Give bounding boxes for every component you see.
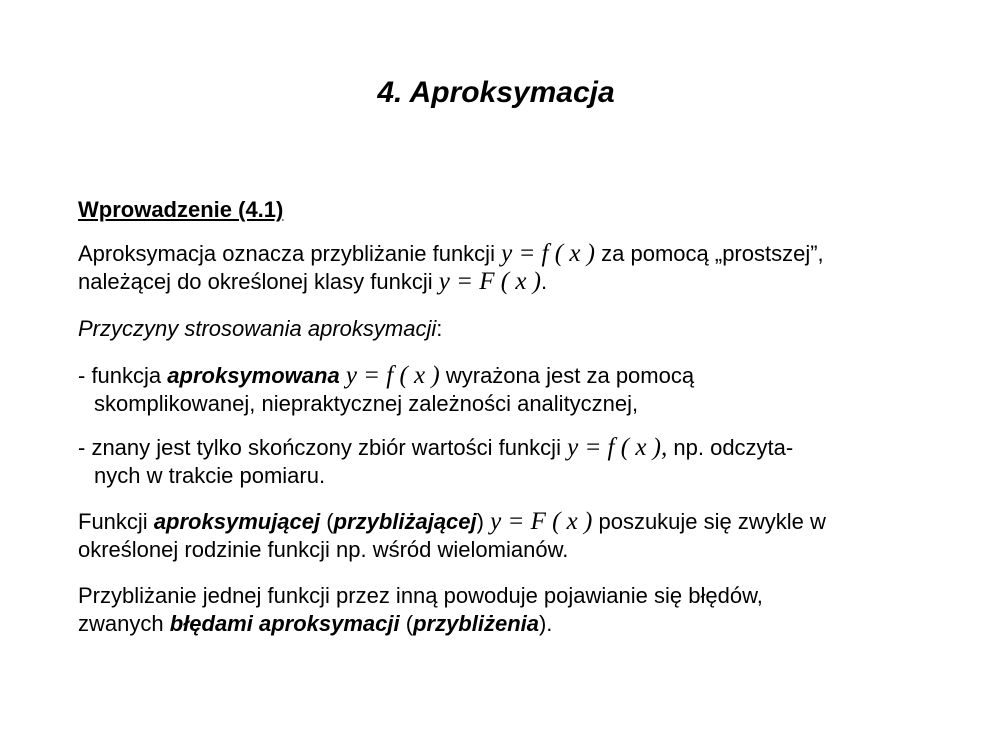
bullet-2-line-2	[94, 463, 325, 489]
bullet-1-line-1	[78, 363, 694, 389]
section-heading	[78, 197, 283, 223]
formula-y-F-x: y = F ( x )	[438, 268, 541, 295]
paragraph-3-line-1	[78, 583, 763, 609]
p3-term-1: błędami aproksymacji	[169, 611, 400, 636]
section-heading-text: Wprowadzenie (4.1)	[78, 197, 284, 222]
p2-text-a: Funkcji	[78, 509, 148, 534]
reasons-heading-colon: :	[436, 316, 443, 341]
bullet2-text-c: nych w trakcie pomiaru.	[94, 463, 326, 488]
formula-y-F-x: y = F ( x )	[490, 508, 593, 535]
paragraph-1-line-2	[78, 269, 547, 295]
bullet2-text-b: np. odczyta-	[673, 435, 794, 460]
p2-paren-open: (	[326, 509, 334, 534]
p2-text-g: określonej rodzinie funkcji np. wśród wielomianów.	[78, 537, 569, 562]
paragraph-3-line-2	[78, 611, 552, 637]
p3-text-f: ).	[538, 611, 553, 636]
p2-term-2: przybliżającej	[333, 509, 477, 534]
p3-text-a: Przybliżanie jednej funkcji przez inną powoduje pojawianie się błędów,	[78, 583, 763, 608]
paragraph-2-line-2	[78, 537, 568, 563]
p1-text-d: .	[541, 269, 548, 294]
reasons-heading-text: Przyczyny strosowania aproksymacji	[78, 316, 437, 341]
bullet1-text-d: skomplikowanej, niepraktycznej zależności analitycznej,	[94, 391, 639, 416]
p3-term-2: przybliżenia	[413, 611, 539, 636]
slide-title: 4. Aproksymacja	[377, 76, 615, 109]
bullet-1-line-2	[94, 391, 638, 417]
bullet1-text-c: wyrażona jest za pomocą	[445, 363, 695, 388]
formula-y-f-x: y = f ( x ),	[567, 434, 668, 461]
p1-text-a: Aproksymacja oznacza przybliżanie funkcji	[78, 241, 495, 266]
bullet1-text-a: - funkcja	[78, 363, 162, 388]
p1-text-b: za pomocą „prostszej”,	[601, 241, 824, 266]
paragraph-2-line-1	[78, 509, 826, 535]
reasons-heading	[78, 316, 442, 342]
p2-term-1: aproksymującej	[153, 509, 321, 534]
p2-text-f: poszukuje się zwykle w	[598, 509, 826, 534]
p1-text-c: należącej do określonej klasy funkcji	[78, 269, 433, 294]
p3-paren-open: (	[405, 611, 414, 636]
bullet2-text-a: - znany jest tylko skończony zbiór wartości funkcji	[78, 435, 561, 460]
paragraph-1-line-1	[78, 241, 824, 267]
bullet1-term: aproksymowana	[167, 363, 340, 388]
formula-y-f-x: y = f ( x )	[345, 362, 440, 389]
p3-text-b: zwanych	[78, 611, 164, 636]
formula-y-f-x: y = f ( x )	[501, 240, 596, 267]
p2-paren-close: )	[476, 509, 484, 534]
bullet-2-line-1	[78, 435, 793, 461]
